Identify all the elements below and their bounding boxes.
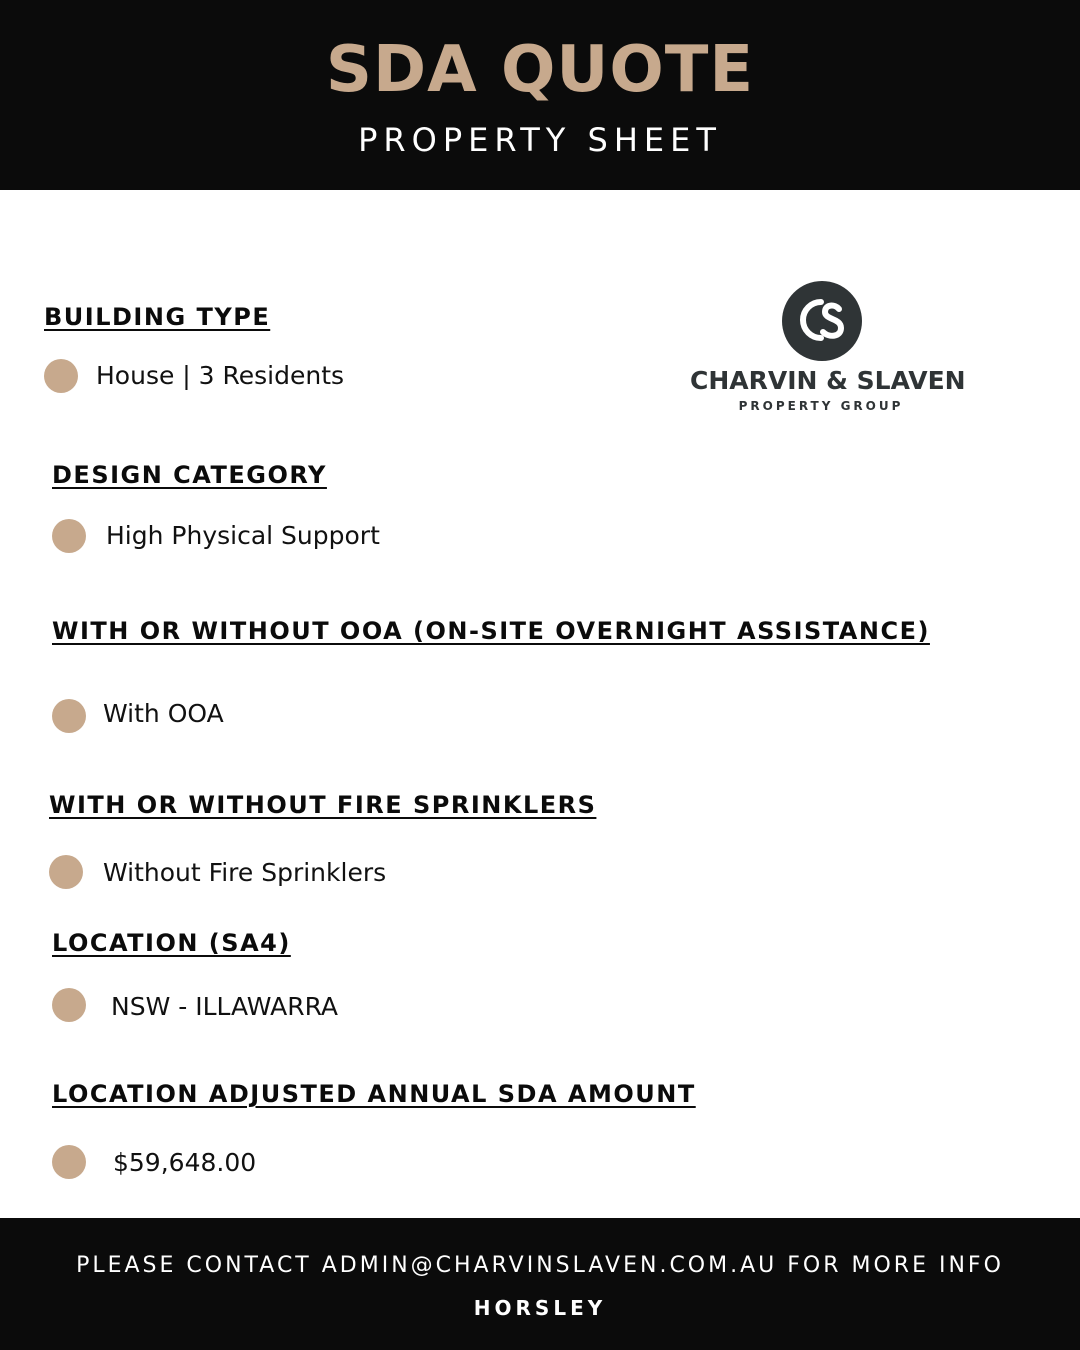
fire-sprinklers-heading: WITH OR WITHOUT FIRE SPRINKLERS <box>49 791 597 819</box>
location-heading: LOCATION (SA4) <box>52 929 291 957</box>
header-banner <box>0 0 1080 190</box>
contact-info: PLEASE CONTACT ADMIN@CHARVINSLAVEN.COM.AU FOR MORE INFO <box>76 1253 1004 1278</box>
building-type-value: House | 3 Residents <box>96 361 345 390</box>
sda-amount-value: $59,648.00 <box>113 1148 257 1177</box>
fire-sprinklers-value: Without Fire Sprinklers <box>103 858 387 887</box>
sda-amount-bullet <box>52 1145 86 1179</box>
location-value: NSW - ILLAWARRA <box>111 992 339 1021</box>
company-logo <box>690 278 966 418</box>
fire-sprinklers-bullet <box>49 855 83 889</box>
ooa-heading: WITH OR WITHOUT OOA (ON-SITE OVERNIGHT ASSISTANCE) <box>52 617 930 645</box>
cs-monogram-icon <box>781 280 863 362</box>
logo-tagline: PROPERTY GROUP <box>738 399 904 413</box>
logo-company-name: CHARVIN & SLAVEN <box>690 366 966 395</box>
page-title: SDA QUOTE <box>325 33 755 107</box>
ooa-value: With OOA <box>103 699 224 728</box>
design-category-bullet <box>52 519 86 553</box>
design-category-value: High Physical Support <box>106 521 380 550</box>
sda-amount-heading: LOCATION ADJUSTED ANNUAL SDA AMOUNT <box>52 1080 696 1108</box>
design-category-heading: DESIGN CATEGORY <box>52 461 327 489</box>
building-type-bullet <box>44 359 78 393</box>
property-location: HORSLEY <box>473 1296 607 1320</box>
ooa-bullet <box>52 699 86 733</box>
location-bullet <box>52 988 86 1022</box>
page-subtitle: PROPERTY SHEET <box>358 121 722 159</box>
building-type-heading: BUILDING TYPE <box>44 303 271 331</box>
footer-banner <box>0 1218 1080 1350</box>
